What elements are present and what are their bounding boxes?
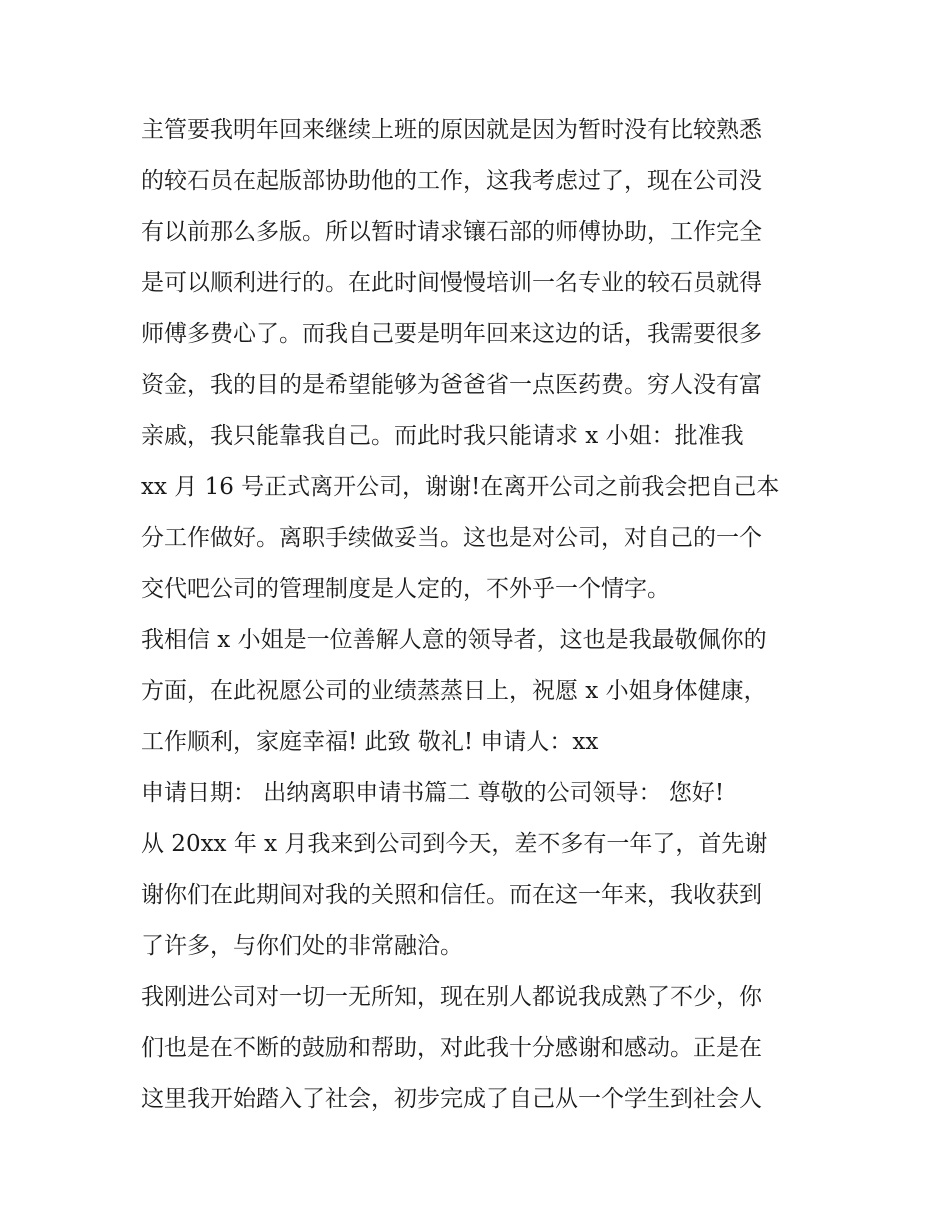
- text-line: 分工作做好。离职手续做妥当。这也是对公司，对自己的一个: [141, 525, 762, 551]
- text-line: 们也是在不断的鼓励和帮助，对此我十分感谢和感动。正是在: [141, 1035, 762, 1061]
- text-line: 方面，在此祝愿公司的业绩蒸蒸日上，祝愿 x 小姐身体健康，: [141, 678, 767, 704]
- text-line: 这里我开始踏入了社会，初步完成了自己从一个学生到社会人: [141, 1086, 762, 1112]
- text-line: 我刚进公司对一切一无所知，现在别人都说我成熟了不少，你: [141, 984, 762, 1010]
- text-line: 主管要我明年回来继续上班的原因就是因为暂时没有比较熟悉: [141, 117, 762, 143]
- text-line: 有以前那么多版。所以暂时请求镶石部的师傅协助，工作完全: [141, 219, 762, 245]
- text-line: 是可以顺利进行的。在此时间慢慢培训一名专业的较石员就得: [141, 270, 762, 296]
- text-line: 交代吧公司的管理制度是人定的，不外乎一个情字。: [141, 576, 670, 602]
- text-line: 了许多，与你们处的非常融洽。: [141, 933, 463, 959]
- text-line: 谢你们在此期间对我的关照和信任。而在这一年来，我收获到: [141, 882, 762, 908]
- text-line: 师傅多费心了。而我自己要是明年回来这边的话，我需要很多: [141, 321, 762, 347]
- text-line: xx 月 16 号正式离开公司，谢谢!在离开公司之前我会把自己本: [141, 474, 780, 500]
- document-body: [141, 105, 821, 1125]
- text-line: 工作顺利，家庭幸福! 此致 敬礼! 申请人：xx: [141, 729, 599, 755]
- text-line: 亲戚，我只能靠我自己。而此时我只能请求 x 小姐：批准我: [141, 423, 744, 449]
- text-line: 申请日期： 出纳离职申请书篇二 尊敬的公司领导： 您好!: [141, 780, 725, 806]
- text-line: 的较石员在起版部协助他的工作，这我考虑过了，现在公司没: [141, 168, 762, 194]
- text-line: 从 20xx 年 x 月我来到公司到今天，差不多有一年了，首先谢: [141, 831, 768, 857]
- text-line: 资金，我的目的是希望能够为爸爸省一点医药费。穷人没有富: [141, 372, 762, 398]
- text-line: 我相信 x 小姐是一位善解人意的领导者，这也是我最敬佩你的: [141, 627, 767, 653]
